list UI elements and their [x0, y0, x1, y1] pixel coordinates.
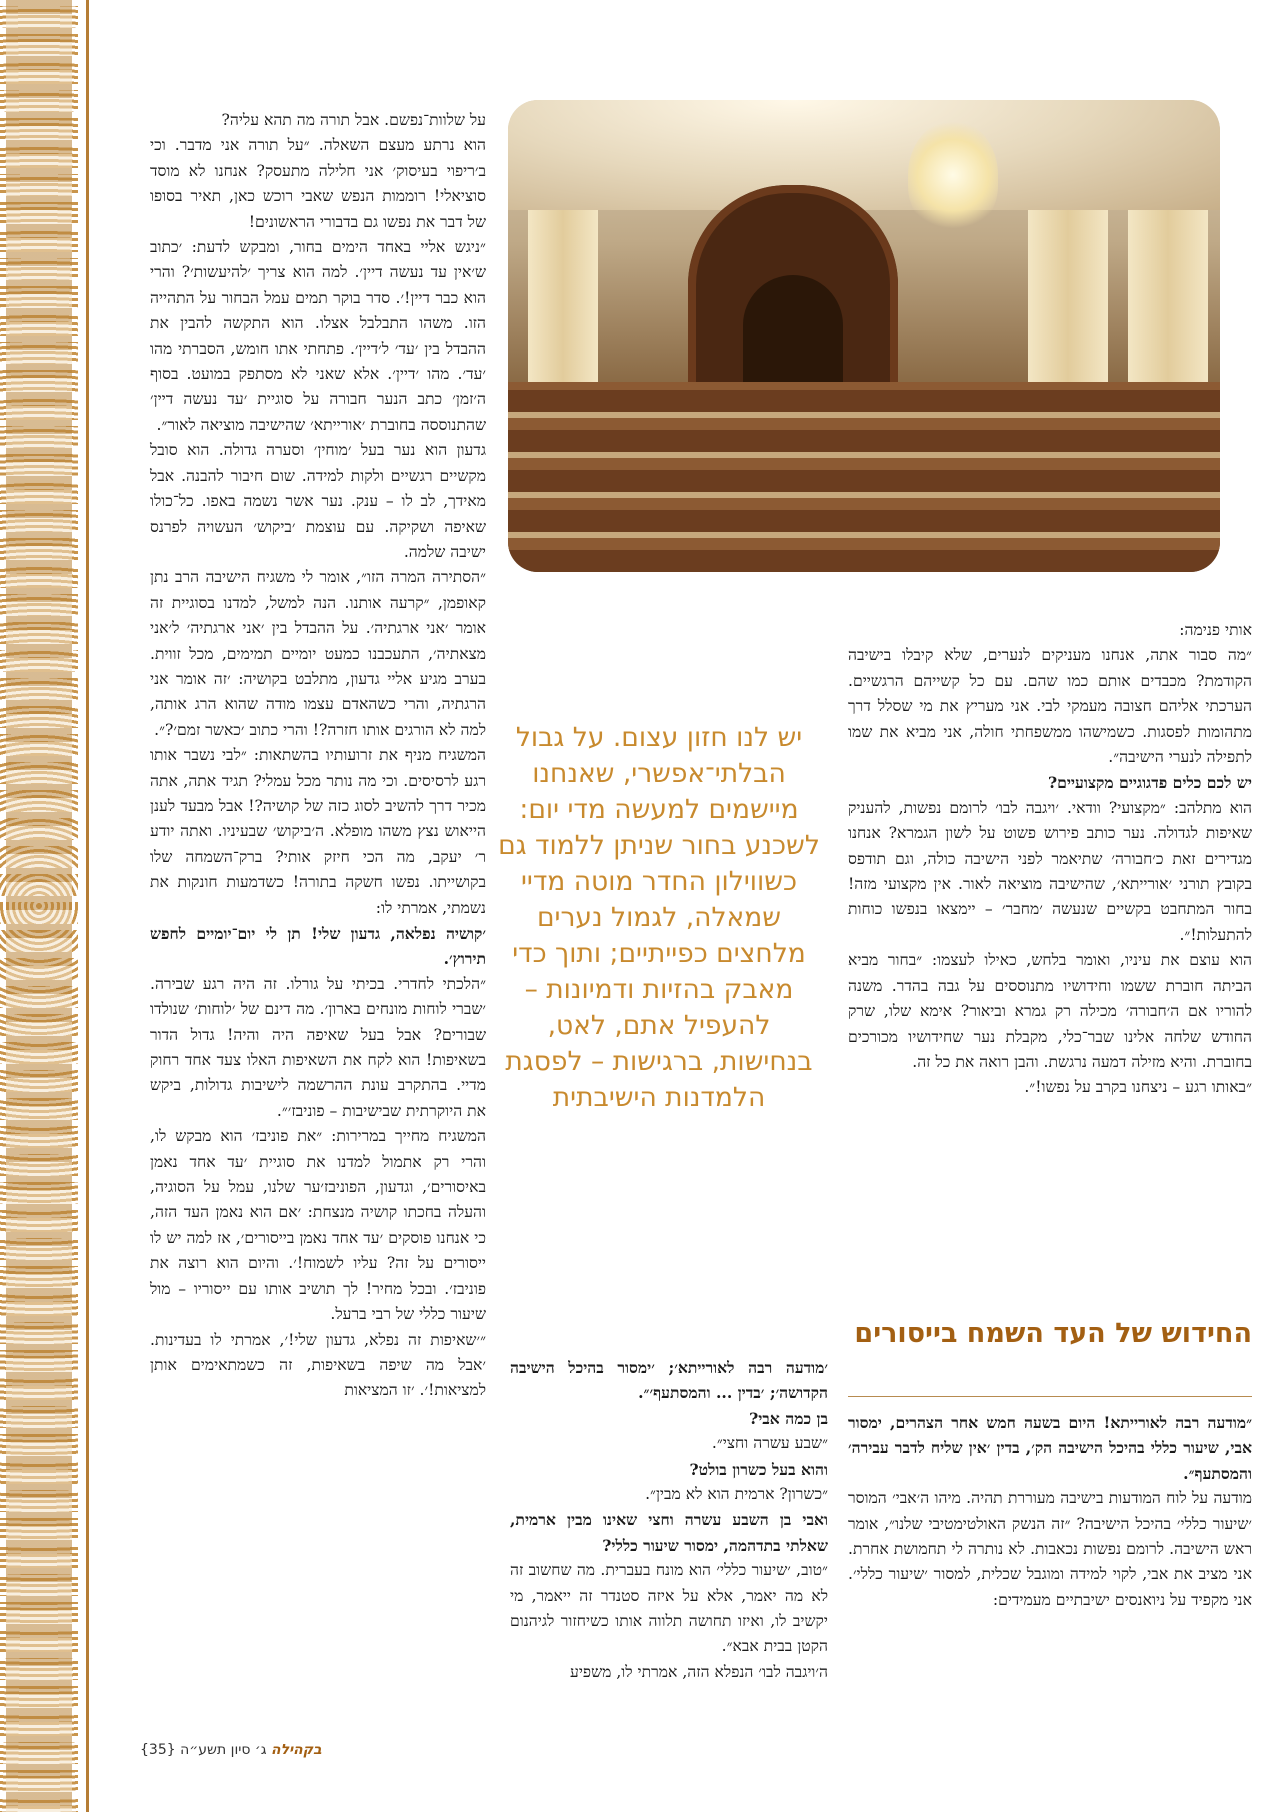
- paragraph: המשגיח מניף את זרועותיו בהשתאות: ״לבי נשבר אותו רגע לרסיסים. וכי מה נותר מכל עמלי? תגיד אתה, אתה מכיר דרך להשיב לסוג כזה של קושיה?! אבל מבעד לענן הייאוש נצץ משהו מופלא. ה׳ביקוש׳ שבעיניו. ואתה יודע ר׳ יעקב, מה הכי חיזק אותי? ברק־השמחה שלו בקושייתו. נפשו חשקה בתורה! כשדמעות חונקות את נשמתי, אמרתי לו:: [150, 746, 486, 917]
- paragraph: ״׳שאיפות זה נפלא, גדעון שלי!׳, אמרתי לו בעדינות. ׳אבל מה שיפה בשאיפות, זה כשמתאימים אותן למציאות!׳. ׳זו המציאות: [150, 1330, 486, 1400]
- question-paragraph: והוא בעל כשרון בולט?: [689, 1459, 828, 1479]
- border-rule: [86, 0, 89, 1812]
- notice-paragraph: ״מודעה רבה לאורייתא! היום בשעה חמש אחר הצהרים, ימסור אבי, שיעור כללי בהיכל הישיבה הק׳, בדין ׳אין שליח לדבר עבירה׳ והמסתעף״.: [848, 1413, 1252, 1483]
- column-left: [150, 108, 486, 1404]
- paragraph: הוא נרתע מעצם השאלה. ״על תורה אני מדבר. וכי ב׳ריפוי בעיסוק׳ אני חלילה מתעסק? אנחנו לא מוסד סוציאלי! רוממות הנפש שאבי רוכש כאן, תאיר בסופו של דבר את נפשו גם בדבורי הראשונים!: [150, 136, 486, 231]
- paragraph: ״הלכתי לחדרי. בכיתי על גורלו. זה היה רגע שבירה. ׳שברי לוחות מונחים בארון׳. מה דינם של ׳לוחות׳ שנולדו שבורים? אבל בעל שאיפה היה והיה! גדול הדור בשאיפות! הוא לקח את השאיפות האלו צעד אחד רחוק מדיי. בהתקרב עונת ההרשמה לישיבות גדולות, ביקש את היוקרתית שבישיבות – פוניבז׳״.: [150, 974, 486, 1120]
- paragraph: על שלוות־נפשם. אבל תורה מה תהא עליה?: [221, 111, 486, 129]
- paragraph: ״באותו רגע – ניצחנו בקרב על נפשו!״.: [1024, 1078, 1252, 1097]
- paragraph: המשגיח מחייך במרירות: ״את פוניבז׳ הוא מבקש לו, והרי רק אתמול למדנו את סוגיית ׳עד אחד נאמן באיסורים׳, וגדעון, הפוניבז׳ער שלנו, עמל על הסוגיה, והעלה בחכתו קושיה מנצחת: ׳אם הוא נאמן העד הזה, כי אנחנו פוסקים ׳עד אחד נאמן בייסורים׳, אז למה יש לו ייסורים על זה? עליו לשמוח!׳. והיום הוא רוצה את פוניבז׳. ובכל מחיר! לך תושיב אותו עם ייסוריו – מול שיעור כללי של רבי ברעל.: [150, 1127, 486, 1324]
- page-number: {35}: [140, 1742, 176, 1758]
- pull-quote: יש לנו חזון עצום. על גבול הבלתי־אפשרי, שאנחנו מיישמים למעשה מדי יום: לשכנע בחור שניתן ללמוד גם כשווילון החדר מוטה מדיי שמאלה, לגמול נערים מלחצים כפייתיים; ותוך כדי מאבק בהזיות ודמיונות – להעפיל אתם, לאט, בנחישות, ברגישות – לפסגת הלמדנות הישיבתית: [498, 722, 820, 1113]
- paragraph: אותי פנימה:: [1179, 621, 1252, 639]
- study-benches: [508, 382, 1220, 572]
- divider: [848, 1396, 1252, 1397]
- paragraph: ״ניגש אליי באחד הימים בחור, ומבקש לדעת: ׳כתוב ש׳אין עד נעשה דיין׳. למה הוא צריך ׳להיעשות׳? והרי הוא כבר דיין!׳. סדר בוקר תמים עמל הבחור על התהייה הזו. משהו התבלבל אצלו. הוא התקשה להבין את ההבדל בין ׳עד׳ ל׳דיין׳. פתחתי אתו חומש, הסברתי מהו ׳עד׳. מהו ׳דיין׳. אלא שאני לא מסתפק במועט. בסוף ה׳זמן׳ כתב הנער חבורה על סוגיית ׳עד נעשה דיין׳ שהתנוססה בחוברת ׳אורייתא׳ שהישיבה מוציאה לאור״.: [150, 238, 486, 434]
- paragraph: ׳מודעה רבה לאורייתא׳; ׳ימסור בהיכל הישיבה הקדושה׳; ׳בדין ... והמסתעף׳״.: [510, 1358, 828, 1403]
- paragraph: ״שבע עשרה וחצי״.: [711, 1434, 828, 1453]
- question-paragraph: ואבי בן השבע עשרה וחצי שאינו מבין ארמית, שאלתי בתדהמה, ימסור שיעור כללי?: [510, 1510, 828, 1555]
- paragraph: ״מה סבור אתה, אנחנו מעניקים לנערים, שלא קיבלו בישיבה הקודמת? מכבדים אותם כמו שהם. עם כל קשייהם הרגשיים. הערכתי אליהם חצובה מעמקי לבי. אני מעריץ את מי שסלל דרך מתהומות לפסגות. כשמישהו ממשפחתי חולה, אני מביא את שמו לתפילה לנערי הישיבה״.: [848, 646, 1252, 767]
- paragraph: ״טוב, ׳שיעור כללי׳ הוא מונח בעברית. מה שחשוב זה לא מה יאמר, אלא על איזה סטנדר זה ייאמר, מי יקשיב לו, ואיזו תחושה תלווה אותו כשיחזור לגיהנום הקטן בבית אבא״.: [510, 1561, 828, 1656]
- paragraph: הוא מתלהב: ״מקצועי? וודאי. ׳ויגבה לבו׳ לרומם נפשות, להעניק שאיפות לגדולה. נער כותב פירוש פשוט על לשון הגמרא? אנחנו מגדירים זאת כ׳חבורה׳ שתיאמר לפני הישיבה כולה, וגם תודפס בקובץ תורני ׳אורייתא׳, שהישיבה מוציאה לאור. אין מקצועי מזה! בחור המתחבט בקשיים שנעשה ׳מחבר׳ – יימצאו בנפשו כוחות להתעלות!״.: [848, 798, 1252, 944]
- decorative-border: [0, 0, 78, 1812]
- issue-date: ג׳ סיון תשע״ה: [180, 1742, 267, 1758]
- paragraph: ״הסתירה המרה הזו״, אומר לי משגיח הישיבה הרב נתן קאופמן, ״קרעה אותנו. הנה למשל, למדנו בסוגיית זה אומר ׳אני ארגתיה׳. על ההבדל בין ׳אני ארגתיה׳ ל׳אני מצאתיה׳, התעכבנו כמעט יומיים תמימים, מכל זווית. בערב מגיע אליי גדעון, מתלבט בקושיה: ׳זה אומר אני הרגתיה, והרי כשהאדם עצמו מודה שהוא הרג אותה, למה לא הורגים אותו חזרה?! והרי כתוב ׳כאשר זמם׳?״.: [150, 568, 486, 739]
- question-paragraph: יש לכם כלים פדגוגיים מקצועיים?: [1047, 773, 1252, 793]
- paragraph: מודעה על לוח המודעות בישיבה מעוררת תהיה. מיהו ה׳אבי׳ המוסר ׳שיעור כללי׳ בהיכל הישיבה? ״זה הנשק האולטימטיבי שלנו״, אומר ראש הישיבה. לרומם נפשות נכאבות. לא נותרה לי תחמושת אחרת. אני מציב את אבי, לקוי למידה ומוגבל שכלית, למסור ׳שיעור כללי׳. אני מקפיד על ניואנסים ישיבתיים מעמידים:: [848, 1489, 1252, 1609]
- quote-paragraph: ׳קושיה נפלאה, גדעון שלי! תן לי יום־יומיים לחפש תירוץ׳.: [150, 924, 486, 969]
- magazine-name: בקהילה: [270, 1742, 322, 1758]
- chandelier-icon: [908, 120, 998, 230]
- column-right-top: [848, 618, 1252, 1101]
- paragraph: ״כשרון? ארמית הוא לא מבין״.: [645, 1485, 828, 1504]
- paragraph: גדעון הוא נער בעל ׳מוחין׳ וסערה גדולה. הוא סובל מקשיים רגשיים ולקות למידה. שום חיבור להבנה. אבל מאידך, לב לו – ענק. נער אשר נשמה באפו. כל־כולו שאיפה ושקיקה. עם עוצמת ׳ביקוש׳ העשויה לפרנס ישיבה שלמה.: [150, 441, 486, 561]
- synagogue-photo: [508, 100, 1220, 572]
- paragraph: הוא עוצם את עיניו, ואומר בלחש, כאילו לעצמו: ״בחור מביא הביתה חוברת ששמו וחידושיו מתנוססים על גבה בהדר. משנה להוריו אם ה׳חבורה׳ מכילה רק גמרא וביאור? אימא שלו, שרק החודש שלחה אלינו שבר־כלי, מקבלת נער שחידושיו מכורכים בחוברת. והיא מזילה דמעה נרגשת. והבן רואה את כל זה.: [848, 951, 1252, 1071]
- column-middle-bottom: [510, 1355, 828, 1685]
- column-right-bottom: [848, 1410, 1252, 1613]
- question-paragraph: בן כמה אבי?: [749, 1408, 828, 1428]
- paragraph: ה׳ויגבה לבו׳ הנפלא הזה, אמרתי לו, משפיע: [570, 1662, 828, 1681]
- section-heading: החידוש של העד השמח בייסורים: [854, 1318, 1252, 1349]
- page-footer: [140, 1742, 322, 1758]
